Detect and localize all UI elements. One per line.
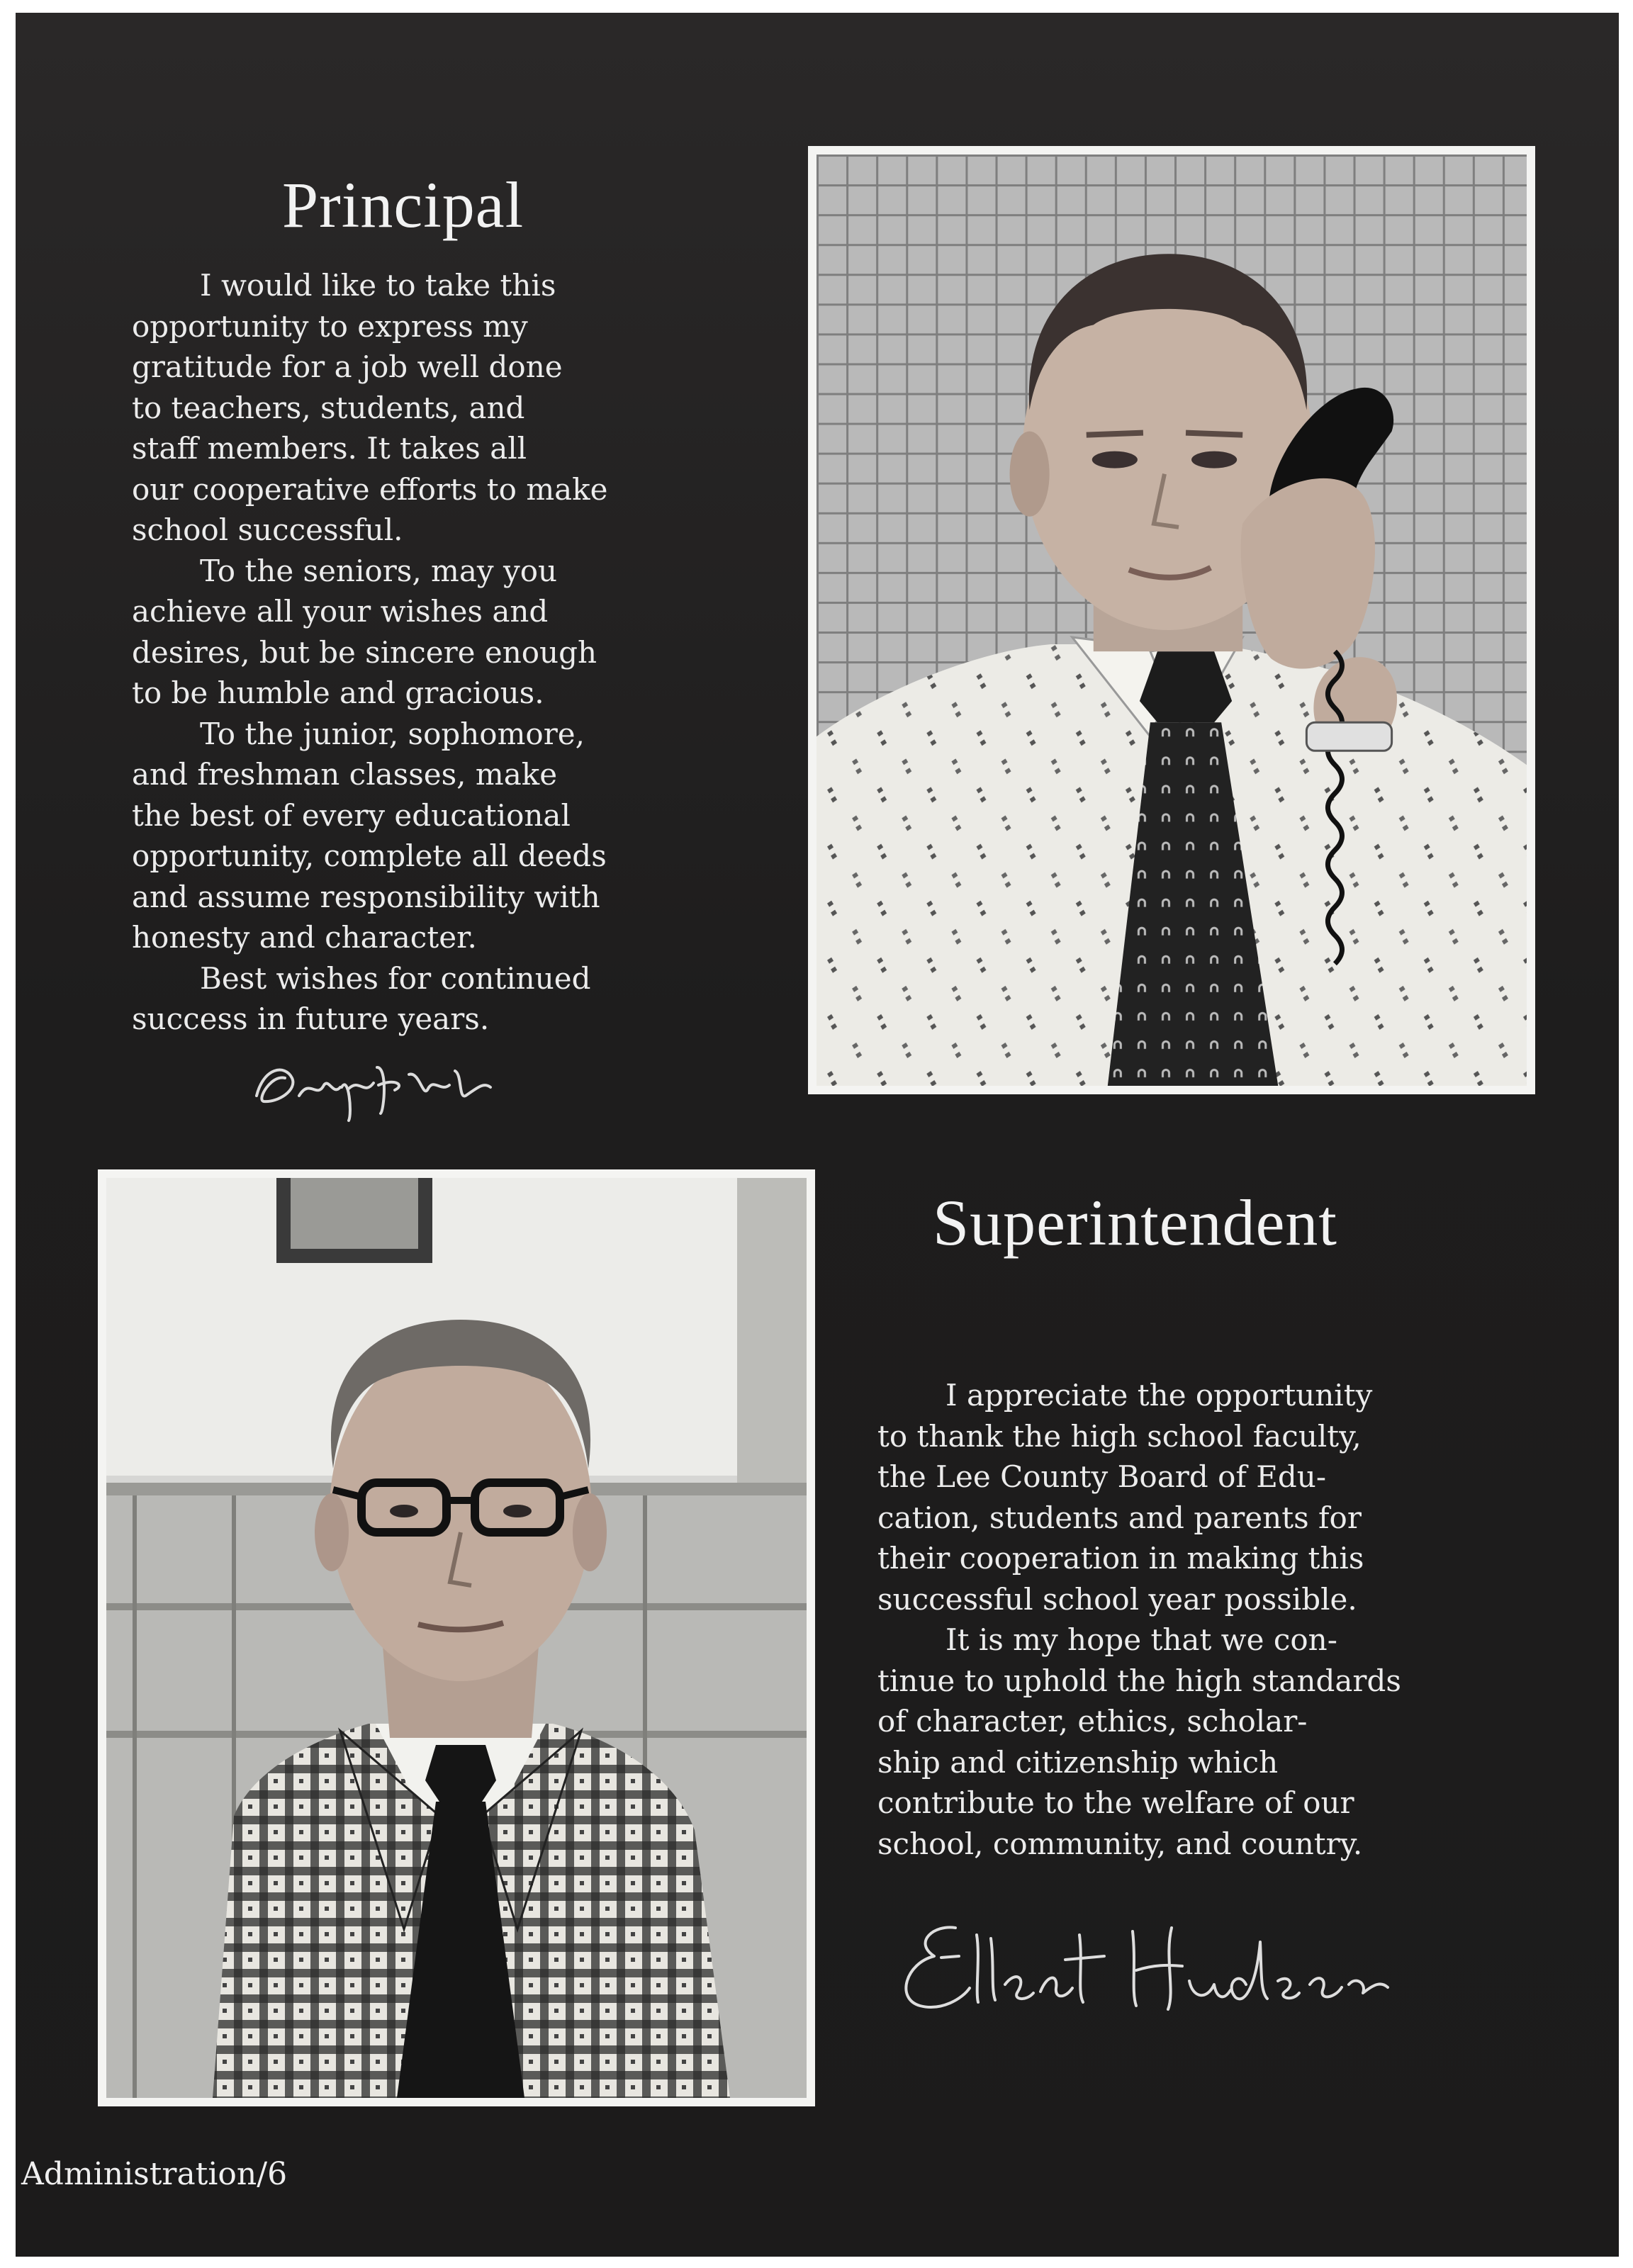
principal-line: To the seniors, may you: [200, 553, 558, 588]
superintendent-line: of character, ethics, scholar-: [877, 1704, 1308, 1739]
superintendent-line: ship and citizenship which: [877, 1744, 1279, 1780]
superintendent-line: their cooperation in making this: [877, 1541, 1364, 1576]
superintendent-line: the Lee County Board of Edu-: [877, 1459, 1327, 1494]
principal-line: success in future years.: [132, 1001, 490, 1036]
superintendent-line: I appreciate the opportunity: [945, 1378, 1373, 1413]
superintendent-line: school, community, and country.: [877, 1826, 1363, 1861]
principal-line: the best of every educational: [132, 797, 571, 833]
principal-signature-icon: [242, 1046, 568, 1124]
principal-line: Best wishes for continued: [200, 960, 591, 996]
principal-line: honesty and character.: [132, 920, 477, 955]
superintendent-signature-icon: [892, 1914, 1416, 2020]
superintendent-line: to thank the high school faculty,: [877, 1418, 1362, 1454]
principal-message: [132, 265, 608, 1040]
portrait-principal-on-phone-icon: [816, 155, 1527, 1086]
principal-line: our cooperative efforts to make: [132, 471, 608, 507]
superintendent-line: successful school year possible.: [877, 1581, 1357, 1617]
principal-line: opportunity to express my: [132, 308, 528, 344]
superintendent-line: tinue to uphold the high standards: [877, 1663, 1401, 1698]
principal-line: opportunity, complete all deeds: [132, 838, 607, 873]
page-label: Administration/6: [21, 2156, 288, 2192]
principal-heading: Principal: [282, 169, 524, 241]
superintendent-line: contribute to the welfare of our: [877, 1785, 1354, 1820]
principal-line: school successful.: [132, 512, 403, 547]
superintendent-line: It is my hope that we con-: [945, 1622, 1337, 1657]
superintendent-photo: [98, 1169, 815, 2106]
principal-line: and assume responsibility with: [132, 879, 600, 914]
principal-line: I would like to take this: [200, 268, 556, 303]
principal-line: staff members. It takes all: [132, 431, 527, 466]
portrait-superintendent-icon: [106, 1178, 807, 2098]
principal-line: To the junior, sophomore,: [200, 716, 585, 751]
superintendent-heading: Superintendent: [933, 1186, 1337, 1259]
superintendent-message: [877, 1375, 1401, 1864]
principal-line: achieve all your wishes and: [132, 594, 549, 629]
principal-line: desires, but be sincere enough: [132, 634, 597, 670]
principal-line: gratitude for a job well done: [132, 349, 563, 384]
superintendent-line: cation, students and parents for: [877, 1500, 1362, 1535]
principal-photo: [808, 146, 1535, 1094]
principal-line: to be humble and gracious.: [132, 675, 544, 710]
principal-line: and freshman classes, make: [132, 757, 558, 792]
yearbook-page: [16, 13, 1619, 2257]
principal-line: to teachers, students, and: [132, 390, 525, 425]
